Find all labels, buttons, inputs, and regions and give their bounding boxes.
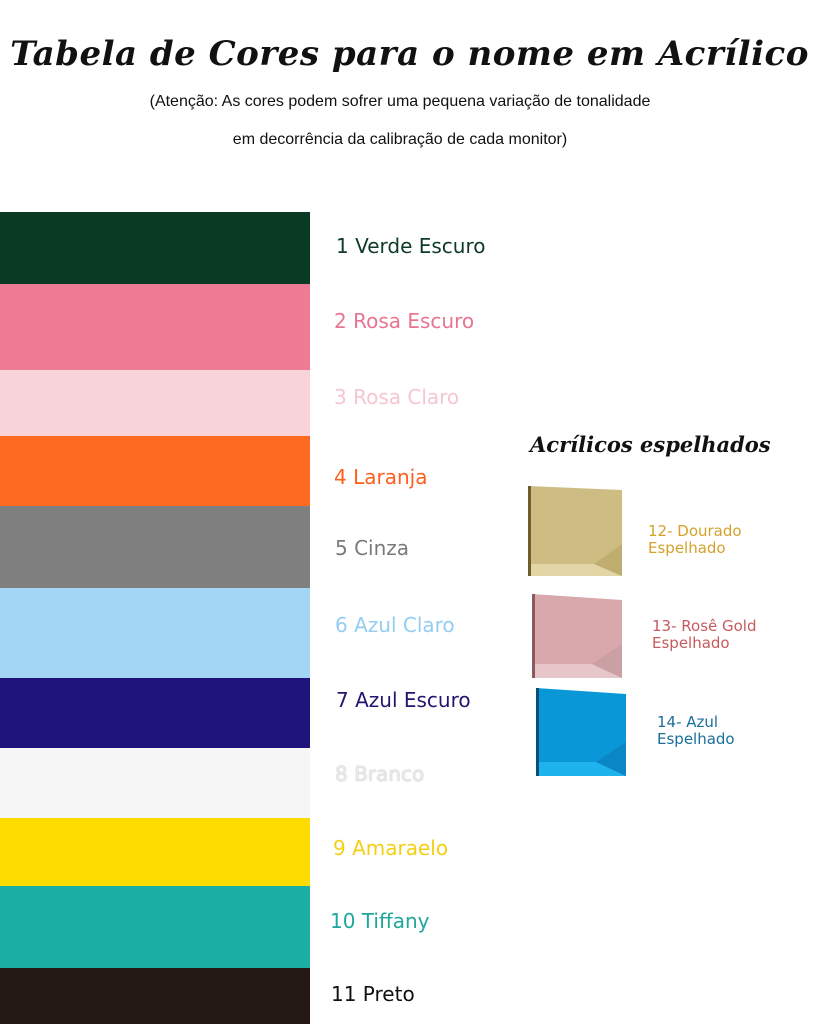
color-swatch-amarelo — [0, 818, 310, 890]
color-label-verde-escuro: 1 Verde Escuro — [336, 234, 486, 258]
color-label-branco: 8 Branco — [335, 762, 425, 786]
color-swatch-tiffany — [0, 886, 310, 972]
color-label-tiffany: 10 Tiffany — [330, 909, 430, 933]
color-swatch-azul-claro — [0, 588, 310, 682]
mirror-label-dourado-line2: Espelhado — [648, 539, 726, 557]
mirror-label-dourado-line1: 12- Dourado — [648, 522, 742, 540]
color-swatch-verde-escuro — [0, 212, 310, 286]
color-swatch-branco — [0, 748, 310, 822]
color-label-cinza: 5 Cinza — [335, 536, 410, 560]
mirror-swatch-rose-gold — [532, 594, 624, 680]
color-swatch-laranja — [0, 436, 310, 510]
mirror-swatch-azul — [536, 688, 628, 778]
color-label-rosa-escuro: 2 Rosa Escuro — [334, 309, 475, 333]
color-swatch-rosa-claro — [0, 370, 310, 440]
mirror-label-azul-line1: 14- Azul — [657, 713, 719, 731]
color-swatch-cinza — [0, 506, 310, 592]
color-swatch-rosa-escuro — [0, 284, 310, 374]
color-label-azul-claro: 6 Azul Claro — [335, 613, 455, 637]
disclaimer-line-2: em decorrência da calibração de cada monitor) — [232, 131, 568, 148]
color-swatch-azul-escuro — [0, 678, 310, 752]
mirror-label-rose-gold-line2: Espelhado — [652, 634, 730, 652]
color-label-azul-escuro: 7 Azul Escuro — [336, 688, 471, 712]
mirror-label-dourado — [648, 523, 742, 557]
mirror-label-rose-gold — [652, 618, 757, 652]
page-title: Tabela de Cores para o nome em Acrílico — [10, 34, 809, 74]
disclaimer-line-1: (Atenção: As cores podem sofrer uma pequena variação de tonalidade — [149, 93, 651, 110]
mirror-label-azul-line2: Espelhado — [657, 730, 735, 748]
color-label-amarelo: 9 Amaraelo — [333, 836, 449, 860]
color-swatch-preto — [0, 968, 310, 1024]
mirror-label-azul — [657, 714, 735, 748]
mirror-swatch-dourado — [528, 486, 624, 578]
color-label-preto: 11 Preto — [331, 982, 415, 1006]
mirror-section-title: Acrílicos espelhados — [530, 432, 771, 457]
color-label-rosa-claro: 3 Rosa Claro — [334, 385, 460, 409]
color-label-laranja: 4 Laranja — [334, 465, 428, 489]
mirror-label-rose-gold-line1: 13- Rosê Gold — [652, 617, 757, 635]
